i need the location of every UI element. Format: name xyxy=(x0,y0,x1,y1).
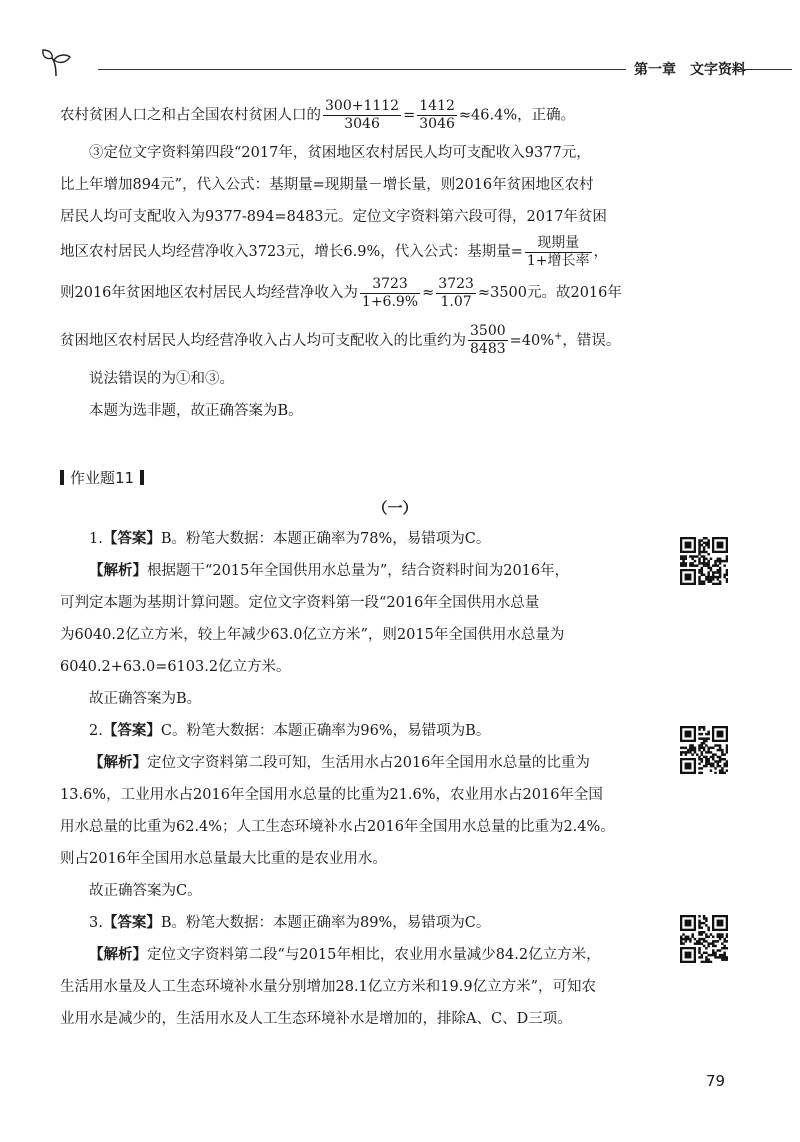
fraction-numerator: 1412 xyxy=(419,98,455,114)
text-line: 则占2016年全国用水总量最大比重的是农业用水。 xyxy=(60,850,387,867)
text-line: 6040.2+63.0=6103.2亿立方米。 xyxy=(60,658,291,675)
answer-tag: 【答案】 xyxy=(102,914,161,931)
text-span: ，错误。 xyxy=(562,332,621,349)
fraction-denominator: 1+6.9% xyxy=(361,293,419,310)
answer-tag: 【答案】 xyxy=(102,530,161,547)
fraction xyxy=(417,98,457,133)
text-line xyxy=(60,315,730,363)
chapter-number: 第一章 xyxy=(634,62,676,78)
fraction-numerator: 300+1112 xyxy=(325,98,400,114)
text-line: 本题为选非题，故正确答案为B。 xyxy=(89,402,303,419)
section-heading xyxy=(60,463,730,493)
fraction-numerator: 3723 xyxy=(360,276,420,294)
text-line: 居民人均可支配收入为9377-894=8483元。定位文字资料第六段可得，2017年贫困 xyxy=(60,209,607,225)
subsection-title: （一） xyxy=(372,498,418,517)
fraction-denominator: 8483 xyxy=(470,341,506,358)
sprout-icon xyxy=(40,46,74,80)
text-span: 贫困地区农村居民人均经营净收入占人均可支配收入的比重约为 xyxy=(60,332,466,349)
heading-bar xyxy=(140,470,144,485)
answer-text: B。粉笔大数据：本题正确率为78%，易错项为C。 xyxy=(160,530,491,547)
fraction xyxy=(468,323,508,358)
answer-line xyxy=(60,715,730,747)
text-line: 故正确答案为C。 xyxy=(89,882,202,899)
header-rule xyxy=(732,69,792,70)
fraction-numerator: 3723 xyxy=(438,275,474,292)
qr-code-icon[interactable] xyxy=(680,537,728,585)
text-span: 地区农村居民人均经营净收入3723元，增长6.9%，代入公式：基期量= xyxy=(60,244,523,260)
page-number: 79 xyxy=(706,1072,726,1090)
text-line: 可判定本题为基期计算问题。定位文字资料第一段“2016年全国供用水总量 xyxy=(60,594,540,611)
text-line: 故正确答案为B。 xyxy=(89,690,202,707)
header-rule xyxy=(98,69,626,70)
fraction-numerator: 现期量 xyxy=(525,235,592,253)
answer-line xyxy=(60,907,730,939)
text-line: 说法错误的为①和③。 xyxy=(89,370,234,387)
text-line: 用水总量的比重为62.4%；人工生态环境补水占2016年全国用水总量的比重为2.4%。 xyxy=(60,818,615,835)
answer-tag: 【答案】 xyxy=(102,722,161,739)
superscript: + xyxy=(554,331,563,342)
text-line: 生活用水量及人工生态环境补水量分别增加28.1亿立方米和19.9亿立方米”，可知农 xyxy=(60,978,596,995)
chapter-section: 文字资料 xyxy=(690,62,746,78)
text-line: 业用水是减少的，生活用水及人工生态环境补水是增加的，排除A、C、D三项。 xyxy=(60,1010,572,1027)
text-span: ， xyxy=(593,244,609,260)
text-line xyxy=(60,747,730,779)
text-line xyxy=(60,98,730,133)
qr-code-icon[interactable] xyxy=(680,915,728,963)
text-line xyxy=(60,939,730,971)
text-span: 则2016年贫困地区农村居民人均经营净收入为 xyxy=(60,285,358,301)
answer-text: C。粉笔大数据：本题正确率为96%，易错项为B。 xyxy=(160,722,491,739)
fraction-denominator: 1+增长率 xyxy=(526,252,590,269)
qr-code-icon[interactable] xyxy=(680,726,728,774)
text-line xyxy=(60,555,730,587)
fraction-denominator: 3046 xyxy=(419,116,455,132)
fraction xyxy=(525,235,592,270)
fraction xyxy=(360,276,420,311)
fraction xyxy=(436,276,476,311)
text-line: ③定位文字资料第四段“2017年，贫困地区农村居民人均可支配收入9377元， xyxy=(89,145,591,161)
text-span: 定位文字资料第二段可知，生活用水占2016年全国用水总量的比重为 xyxy=(147,754,590,771)
text-line xyxy=(60,271,730,315)
analysis-tag: 【解析】 xyxy=(89,946,147,963)
fraction-denominator: 3046 xyxy=(344,116,380,132)
text-span: 定位文字资料第二段“与2015年相比，农业用水量减少84.2亿立方米， xyxy=(147,946,601,963)
text-span: ≈3500元。故2016年 xyxy=(477,285,622,301)
question-number: 1. xyxy=(89,530,103,547)
analysis-tag: 【解析】 xyxy=(89,754,147,771)
text-line: 13.6%，工业用水占2016年全国用水总量的比重为21.6%，农业用水占2016年全国 xyxy=(60,786,603,803)
fraction-numerator: 3500 xyxy=(470,323,506,340)
text-span: ≈46.4%，正确。 xyxy=(458,107,576,124)
section-title: 作业题11 xyxy=(70,468,135,487)
text-span: 根据题干“2015年全国供用水总量为”，结合资料时间为2016年， xyxy=(147,562,570,579)
text-line: 比上年增加894元”，代入公式：基期量=现期量－增长量，则2016年贫困地区农村 xyxy=(60,177,594,193)
page-body xyxy=(60,96,730,1035)
text-span: ≈ xyxy=(422,285,435,301)
text-span: =40% xyxy=(509,332,555,349)
text-line xyxy=(60,233,730,271)
fraction-denominator: 1.07 xyxy=(440,293,472,310)
question-number: 2. xyxy=(89,722,103,739)
question-number: 3. xyxy=(89,914,103,931)
answer-line xyxy=(60,523,730,555)
text-line: 为6040.2亿立方米，较上年减少63.0亿立方米”，则2015年全国供用水总量为 xyxy=(60,626,565,643)
answer-text: B。粉笔大数据：本题正确率为89%，易错项为C。 xyxy=(160,914,491,931)
text-span: 农村贫困人口之和占全国农村贫困人口的 xyxy=(60,107,321,124)
fraction xyxy=(323,98,401,133)
page-header xyxy=(40,46,792,82)
text-span: = xyxy=(403,107,416,124)
heading-bar xyxy=(60,470,64,485)
analysis-tag: 【解析】 xyxy=(89,562,147,579)
